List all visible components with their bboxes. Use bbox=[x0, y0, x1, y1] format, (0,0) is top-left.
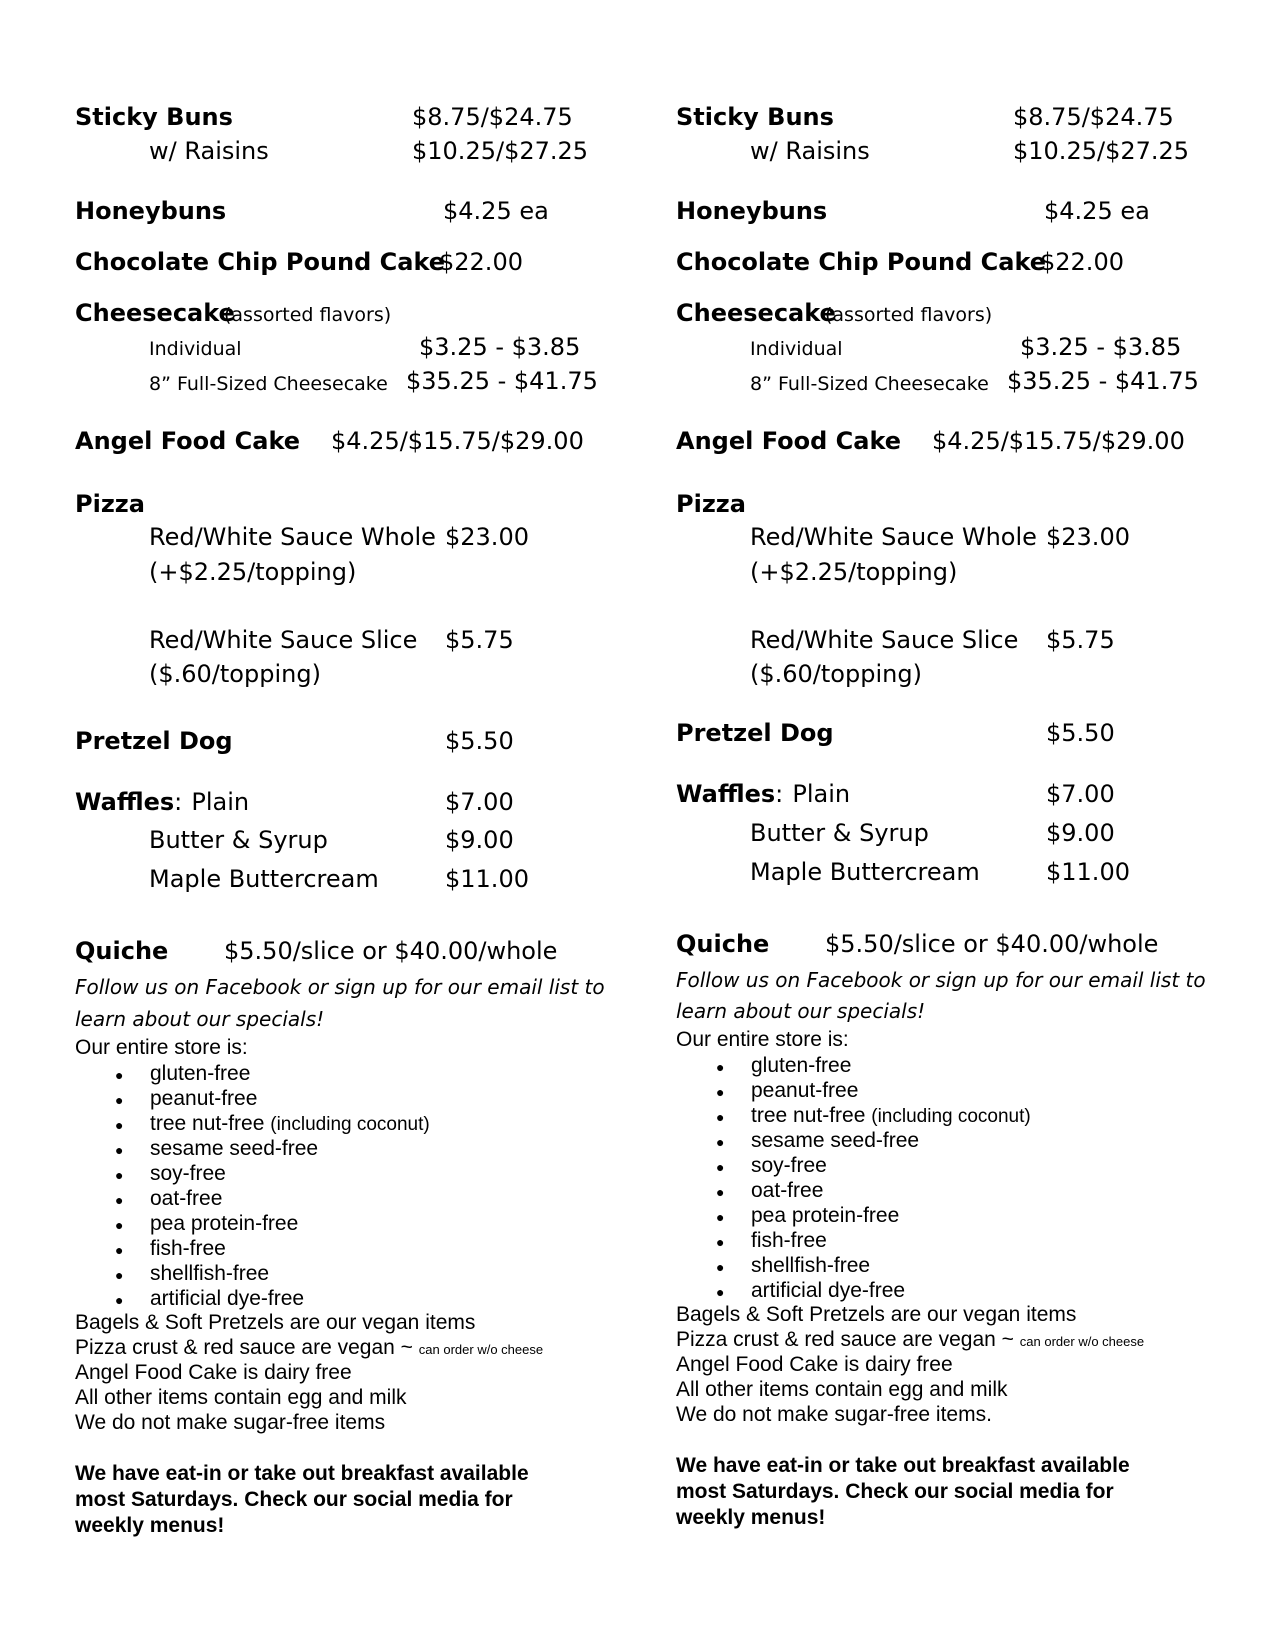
item-sub-name: Red/White Sauce Whole bbox=[149, 523, 436, 551]
item-price: $3.25 - $3.85 bbox=[419, 333, 581, 361]
item-price: $4.25 ea bbox=[443, 197, 549, 225]
waffles-heading bbox=[676, 780, 850, 808]
dairy-note: Angel Food Cake is dairy free bbox=[676, 1353, 953, 1376]
bullet-icon: ● bbox=[115, 1192, 124, 1208]
bullet-icon: ● bbox=[716, 1059, 725, 1075]
item-name: Pizza bbox=[676, 490, 746, 518]
list-item: ● peanut-free bbox=[716, 1079, 859, 1102]
list-item: ● gluten-free bbox=[716, 1054, 852, 1077]
item-note: ($.60/topping) bbox=[750, 660, 922, 688]
bullet-icon: ● bbox=[716, 1234, 725, 1250]
item-name: Quiche bbox=[75, 937, 169, 965]
bullet-icon: ● bbox=[115, 1092, 124, 1108]
sugar-note: We do not make sugar-free items bbox=[75, 1411, 386, 1434]
list-item: ● gluten-free bbox=[115, 1062, 251, 1085]
follow-text: Follow us on Facebook or sign up for our email list to bbox=[75, 975, 605, 999]
bullet-icon: ● bbox=[115, 1117, 124, 1133]
item-name: Pretzel Dog bbox=[676, 719, 834, 747]
item-name: Sticky Buns bbox=[75, 103, 233, 131]
item-price: $5.75 bbox=[1046, 626, 1115, 654]
bullet-icon: ● bbox=[716, 1284, 725, 1300]
item-name: Chocolate Chip Pound Cake bbox=[75, 248, 446, 276]
item-price: $11.00 bbox=[1046, 858, 1130, 886]
item-sub-name: 8” Full-Sized Cheesecake bbox=[750, 373, 989, 395]
item-price: $5.75 bbox=[445, 626, 514, 654]
item-sub-name: Red/White Sauce Slice bbox=[149, 626, 418, 654]
follow-text: Follow us on Facebook or sign up for our email list to bbox=[676, 968, 1206, 992]
item-price: $4.25 ea bbox=[1044, 197, 1150, 225]
item-sub-name: Red/White Sauce Whole bbox=[750, 523, 1037, 551]
colon: : bbox=[174, 788, 183, 816]
item-note: ($.60/topping) bbox=[149, 660, 321, 688]
item-price: $22.00 bbox=[1040, 248, 1124, 276]
menu-column-right bbox=[676, 0, 1266, 1650]
list-item: ● peanut-free bbox=[115, 1087, 258, 1110]
item-price: $7.00 bbox=[1046, 780, 1115, 808]
item-price: $5.50 bbox=[1046, 719, 1115, 747]
item-price: $5.50/slice or $40.00/whole bbox=[224, 937, 558, 965]
menu-column-left bbox=[75, 0, 665, 1650]
item-sub-name: 8” Full-Sized Cheesecake bbox=[149, 373, 388, 395]
list-item: ● tree nut-free (including coconut) bbox=[115, 1112, 430, 1135]
bullet-icon: ● bbox=[115, 1142, 124, 1158]
list-item: ● fish-free bbox=[115, 1237, 226, 1260]
bullet-icon: ● bbox=[716, 1084, 725, 1100]
bullet-icon: ● bbox=[115, 1167, 124, 1183]
list-item: ● shellfish-free bbox=[115, 1262, 270, 1285]
bullet-icon: ● bbox=[716, 1184, 725, 1200]
follow-text: learn about our specials! bbox=[676, 999, 926, 1023]
item-price: $5.50/slice or $40.00/whole bbox=[825, 930, 1159, 958]
egg-milk-note: All other items contain egg and milk bbox=[75, 1386, 407, 1409]
item-price: $9.00 bbox=[1046, 819, 1115, 847]
item-name: Cheesecake bbox=[75, 299, 235, 327]
list-item: ● soy-free bbox=[716, 1154, 827, 1177]
bullet-icon: ● bbox=[716, 1159, 725, 1175]
egg-milk-note: All other items contain egg and milk bbox=[676, 1378, 1008, 1401]
list-item: ● oat-free bbox=[115, 1187, 223, 1210]
colon: : bbox=[775, 780, 784, 808]
item-sub-name: Maple Buttercream bbox=[750, 858, 980, 886]
dairy-note: Angel Food Cake is dairy free bbox=[75, 1361, 352, 1384]
item-sub-name: Plain bbox=[191, 788, 250, 816]
bullet-icon: ● bbox=[115, 1242, 124, 1258]
list-item: ● pea protein-free bbox=[716, 1204, 900, 1227]
breakfast-note: We have eat-in or take out breakfast available most Saturdays. Check our social media for weekly menus! bbox=[676, 1454, 1130, 1529]
item-price: $10.25/$27.25 bbox=[412, 137, 589, 165]
list-item: ● oat-free bbox=[716, 1179, 824, 1202]
item-price: $3.25 - $3.85 bbox=[1020, 333, 1182, 361]
item-sub-name: Red/White Sauce Slice bbox=[750, 626, 1019, 654]
item-sub-name: Individual bbox=[149, 338, 242, 360]
item-name: Sticky Buns bbox=[676, 103, 834, 131]
store-intro: Our entire store is: bbox=[75, 1036, 248, 1059]
follow-text: learn about our specials! bbox=[75, 1007, 325, 1031]
item-price: $23.00 bbox=[445, 523, 529, 551]
item-name: Pizza bbox=[75, 490, 145, 518]
list-item: ● sesame seed-free bbox=[716, 1129, 920, 1152]
bullet-icon: ● bbox=[115, 1217, 124, 1233]
vegan-note: Bagels & Soft Pretzels are our vegan items bbox=[75, 1311, 476, 1334]
allergen-list bbox=[676, 1054, 1196, 1314]
item-sub-name: Individual bbox=[750, 338, 843, 360]
item-price: $8.75/$24.75 bbox=[1013, 103, 1174, 131]
bullet-icon: ● bbox=[716, 1259, 725, 1275]
list-item: ● pea protein-free bbox=[115, 1212, 299, 1235]
item-sub-name: Butter & Syrup bbox=[750, 819, 929, 847]
item-sub-name: Plain bbox=[792, 780, 851, 808]
list-item: ● tree nut-free (including coconut) bbox=[716, 1104, 1031, 1127]
list-item: ● fish-free bbox=[716, 1229, 827, 1252]
item-note: (assorted flavors) bbox=[825, 304, 993, 326]
item-price: $4.25/$15.75/$29.00 bbox=[932, 427, 1185, 455]
item-sub-name: Maple Buttercream bbox=[149, 865, 379, 893]
list-item: ● shellfish-free bbox=[716, 1254, 871, 1277]
breakfast-note: We have eat-in or take out breakfast available most Saturdays. Check our social media for weekly menus! bbox=[75, 1462, 529, 1537]
item-name: Chocolate Chip Pound Cake bbox=[676, 248, 1047, 276]
list-item: ● artificial dye-free bbox=[716, 1279, 906, 1302]
vegan-note: Bagels & Soft Pretzels are our vegan items bbox=[676, 1303, 1077, 1326]
item-price: $22.00 bbox=[439, 248, 523, 276]
item-name: Quiche bbox=[676, 930, 770, 958]
item-name: Pretzel Dog bbox=[75, 727, 233, 755]
item-price: $9.00 bbox=[445, 826, 514, 854]
item-note: (assorted flavors) bbox=[224, 304, 392, 326]
item-note: (+$2.25/topping) bbox=[750, 558, 958, 586]
allergen-list bbox=[75, 1062, 595, 1322]
item-price: $7.00 bbox=[445, 788, 514, 816]
item-price: $23.00 bbox=[1046, 523, 1130, 551]
bullet-icon: ● bbox=[115, 1292, 124, 1308]
list-item: ● soy-free bbox=[115, 1162, 226, 1185]
item-name: Waffles bbox=[75, 788, 175, 816]
item-price: $35.25 - $41.75 bbox=[406, 367, 598, 395]
item-note: (+$2.25/topping) bbox=[149, 558, 357, 586]
sugar-note: We do not make sugar-free items. bbox=[676, 1403, 992, 1426]
item-name: Cheesecake bbox=[676, 299, 836, 327]
item-name: Honeybuns bbox=[676, 197, 828, 225]
item-price: $5.50 bbox=[445, 727, 514, 755]
waffles-heading bbox=[75, 788, 249, 816]
store-intro: Our entire store is: bbox=[676, 1028, 849, 1051]
bullet-icon: ● bbox=[716, 1134, 725, 1150]
list-item: ● artificial dye-free bbox=[115, 1287, 305, 1310]
bullet-icon: ● bbox=[115, 1067, 124, 1083]
item-price: $35.25 - $41.75 bbox=[1007, 367, 1199, 395]
item-name: Honeybuns bbox=[75, 197, 227, 225]
list-item: ● sesame seed-free bbox=[115, 1137, 319, 1160]
item-price: $4.25/$15.75/$29.00 bbox=[331, 427, 584, 455]
item-price: $10.25/$27.25 bbox=[1013, 137, 1190, 165]
item-sub-name: Butter & Syrup bbox=[149, 826, 328, 854]
item-price: $8.75/$24.75 bbox=[412, 103, 573, 131]
item-name: Waffles bbox=[676, 780, 776, 808]
pizza-vegan-note: Pizza crust & red sauce are vegan ~ can order w/o cheese bbox=[75, 1336, 544, 1359]
item-name: Angel Food Cake bbox=[676, 427, 902, 455]
bullet-icon: ● bbox=[716, 1109, 725, 1125]
item-sub-name: w/ Raisins bbox=[750, 137, 870, 165]
item-name: Angel Food Cake bbox=[75, 427, 301, 455]
bullet-icon: ● bbox=[115, 1267, 124, 1283]
pizza-vegan-note: Pizza crust & red sauce are vegan ~ can order w/o cheese bbox=[676, 1328, 1145, 1351]
bullet-icon: ● bbox=[716, 1209, 725, 1225]
item-price: $11.00 bbox=[445, 865, 529, 893]
item-sub-name: w/ Raisins bbox=[149, 137, 269, 165]
